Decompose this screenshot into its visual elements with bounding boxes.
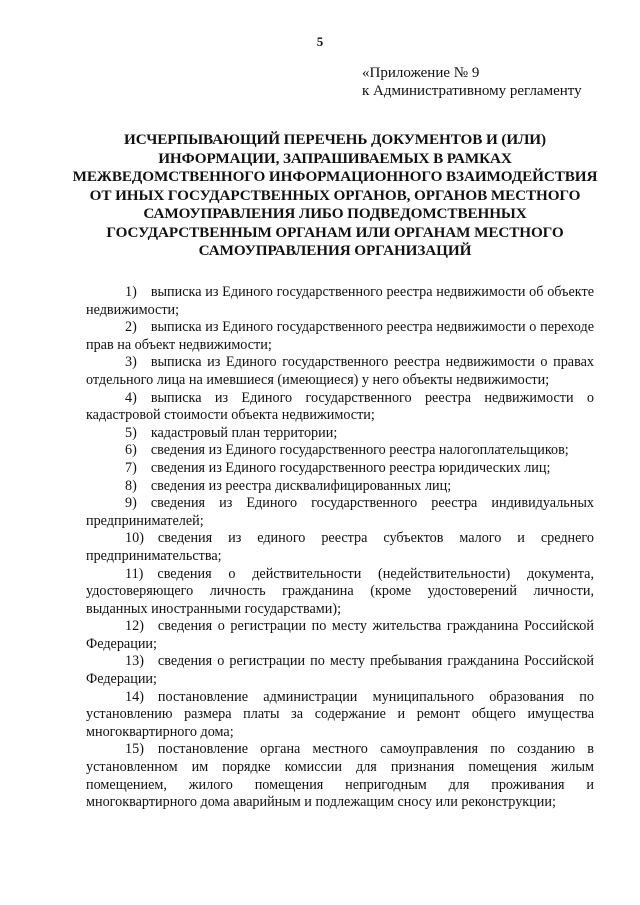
page-number: 5 — [316, 34, 324, 49]
list-item-number: 5) — [125, 424, 137, 441]
list-item — [86, 478, 594, 496]
list-item-text: сведения из Единого государственного реестра индивидуальных предпринимателей; — [86, 495, 594, 529]
list-item — [86, 653, 594, 688]
list-item-number: 8) — [125, 477, 137, 494]
document-title: ИСЧЕРПЫВАЮЩИЙ ПЕРЕЧЕНЬ ДОКУМЕНТОВ И (ИЛИ) ИНФОРМАЦИИ, ЗАПРАШИВАЕМЫХ В РАМКАХ МЕЖВЕДОМСТВЕННОГО ИНФОРМАЦИОННОГО ВЗАИМОДЕЙСТВИЯ ОТ ИНЫХ ГОСУДАРСТВЕННЫХ ОРГАНОВ, ОРГАНОВ МЕСТНОГО САМОУПРАВЛЕНИЯ ЛИБО ПОДВЕДОМСТВЕННЫХ ГОСУДАРСТВЕННЫМ ОРГАНАМ ИЛИ ОРГАНАМ МЕСТНОГО САМОУПРАВЛЕНИЯ ОРГАНИЗАЦИЙ — [72, 131, 598, 259]
list-item-text: сведения о действительности (недействительности) документа, удостоверяющего личность гражданина (кроме удостоверений личности, выданных иностранными государствами); — [86, 565, 594, 617]
appendix-note — [362, 64, 582, 100]
list-item-number: 14) — [125, 688, 144, 705]
appendix-line-2: к Административному регламенту — [362, 83, 582, 99]
list-item — [86, 741, 594, 811]
list-item-text: выписка из Единого государственного реестра недвижимости об объекте недвижимости; — [86, 284, 594, 318]
list-item-text: сведения из Единого государственного реестра юридических лиц; — [150, 459, 551, 476]
list-item-number: 3) — [125, 354, 137, 371]
list-item — [86, 354, 594, 389]
list-item-number: 6) — [125, 442, 137, 459]
list-item — [86, 425, 594, 443]
list-item — [86, 618, 594, 653]
list-item — [86, 319, 594, 354]
list-item-number: 1) — [125, 284, 137, 300]
list-item-number: 2) — [125, 319, 137, 336]
list-item-number: 13) — [125, 653, 144, 670]
list-item — [86, 689, 594, 742]
list-item-text: кадастровый план территории; — [150, 424, 338, 441]
list-item — [86, 566, 594, 619]
appendix-line-1: «Приложение № 9 — [362, 65, 480, 81]
list-item-text: постановление администрации муниципального образования по установлению размера платы за содержание и ремонт общего имущества многоквартирного дома; — [86, 688, 594, 740]
list-item-number: 10) — [125, 530, 144, 547]
list-item-text: выписка из Единого государственного реестра недвижимости о правах отдельного лица на имевшиеся (имеющиеся) у него объекты недвижимости; — [86, 354, 594, 388]
list-item — [86, 530, 594, 565]
list-item-text: сведения из единого реестра субъектов малого и среднего предпринимательства; — [86, 530, 594, 564]
list-item-number: 15) — [125, 741, 144, 758]
list-item-text: сведения о регистрации по месту пребывания гражданина Российской Федерации; — [86, 653, 594, 688]
list-item-text: сведения из реестра дисквалифицированных лиц; — [150, 477, 452, 494]
list-item — [86, 442, 594, 460]
list-item-number: 11) — [125, 565, 144, 582]
list-item-number: 7) — [125, 459, 137, 476]
list-item — [86, 390, 594, 425]
list-item-text: выписка из Единого государственного реестра недвижимости о кадастровой стоимости объекта недвижимости; — [86, 389, 594, 424]
list-item-number: 12) — [125, 618, 144, 635]
list-item-text: сведения о регистрации по месту жительства гражданина Российской Федерации; — [86, 618, 594, 652]
list-item-text: постановление органа местного самоуправления по созданию в установленном им порядке комиссии для признания помещения жилым помещением, жилого помещения непригодным для проживания и многоквартирного дома аварийным и подлежащим сносу или реконструкции; — [86, 741, 594, 811]
document-list — [86, 284, 594, 812]
list-item — [86, 460, 594, 478]
list-item-text: сведения из Единого государственного реестра налогоплательщиков; — [150, 442, 569, 459]
list-item-text: выписка из Единого государственного реестра недвижимости о переходе прав на объект недвижимости; — [86, 319, 594, 353]
list-item — [86, 284, 594, 319]
list-item-number: 4) — [125, 389, 137, 406]
list-item — [86, 495, 594, 530]
list-item-number: 9) — [125, 495, 137, 512]
